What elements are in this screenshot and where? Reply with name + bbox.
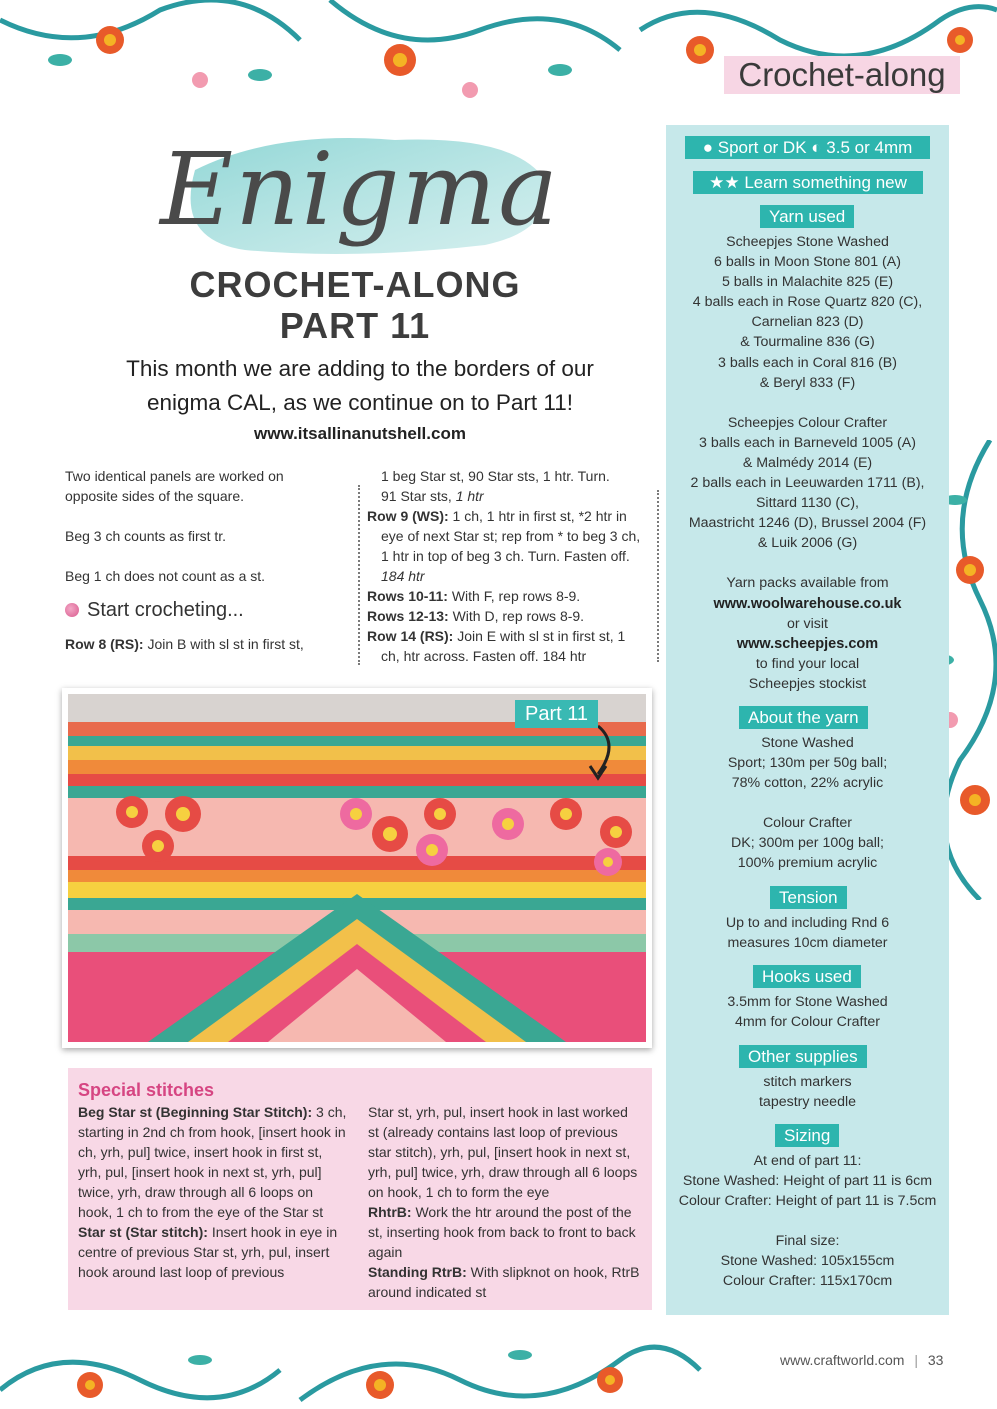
yarn-line: & Luik 2006 (G) [757, 535, 858, 552]
yarn-packs-text: to find your local [755, 655, 860, 672]
column-divider-1 [358, 485, 360, 665]
intro [95, 352, 625, 420]
sizing-line: Colour Crafter: Height of part 11 is 7.5cm [678, 1193, 937, 1210]
rows-10-11-text: With F, rep rows 8-9. [451, 588, 581, 604]
note-beg-1ch: Beg 1 ch does not count as a st. [65, 568, 266, 584]
row-14-text: Join E with sl st in first st, 1 ch, htr across. Fasten off. 184 htr [381, 628, 626, 664]
star-st-label: Star st (Star stitch): [78, 1224, 208, 1240]
part-badge: Part 11 [515, 700, 598, 728]
supply-line: stitch markers [763, 1074, 852, 1090]
middle-column [367, 466, 647, 666]
standing-rtrb [368, 1262, 640, 1302]
floral-border-bottom [0, 1330, 997, 1409]
about-yarn-list [666, 733, 949, 874]
beg-star-st-label: Beg Star st (Beginning Star Stitch): [78, 1104, 313, 1120]
start-heading [65, 600, 340, 620]
row-8-label: Row 8 (RS): [65, 636, 144, 652]
woolwarehouse-link[interactable]: www.woolwarehouse.co.uk [713, 595, 902, 612]
tension-line: measures 10cm diameter [727, 935, 888, 952]
start-heading-text: Start crocheting... [87, 599, 244, 621]
rows-12-13-label: Rows 12-13: [367, 608, 449, 624]
rows-10-11-label: Rows 10-11: [367, 588, 448, 604]
rows-10-11 [367, 586, 647, 606]
hook-icon: ◐ [811, 138, 822, 157]
page-footer [780, 1352, 943, 1368]
title-line-2: PART 11 [279, 305, 431, 346]
yarn-packs-text: or visit [787, 615, 828, 632]
row-8 [65, 634, 340, 654]
row-9 [367, 506, 647, 586]
yarn-line: Scheepjes Stone Washed [726, 234, 889, 250]
sizing-line: Colour Crafter: 115x170cm [722, 1273, 893, 1290]
yarn-ball-icon [65, 603, 79, 617]
about-line: 78% cotton, 22% acrylic [731, 775, 884, 792]
intro-line-1: This month we are adding to the borders of our [126, 356, 594, 381]
yarn-line: Sittard 1130 (C), [755, 495, 860, 512]
row-9-text: 1 ch, 1 htr in first st, *2 htr in eye of next Star st; rep from * to beg 3 ch, 1 htr in top of beg 3 ch. Turn. Fasten off. [381, 508, 641, 564]
special-col-right [368, 1102, 640, 1302]
footer-divider: | [914, 1352, 918, 1368]
other-supplies-heading: Other supplies [739, 1045, 867, 1068]
title-block [155, 110, 565, 270]
about-line: Stone Washed [761, 735, 854, 751]
rhtrb-text: Work the htr around the post of the st, inserting hook from back to front to back again [368, 1204, 636, 1260]
row-8-count-b: 1 htr [455, 488, 484, 504]
standing-rtrb-text: With slipknot on hook, RtrB around indicated st [368, 1264, 640, 1300]
row-14-label: Row 14 (RS): [367, 628, 454, 644]
about-yarn-heading: About the yarn [739, 706, 868, 729]
section-tag: Crochet-along [724, 56, 960, 94]
rows-12-13 [367, 606, 647, 626]
row-8-text: Join B with sl st in first st, [147, 636, 304, 652]
hook-size: 3.5 or 4mm [826, 138, 913, 157]
sizing-list [666, 1151, 949, 1292]
intro-paragraph: Two identical panels are worked on opposite sides of the square. [65, 468, 284, 504]
yarn-line: Carnelian 823 (D) [751, 314, 864, 331]
hooks-heading: Hooks used [753, 965, 861, 988]
row-9-label: Row 9 (WS): [367, 508, 449, 524]
note-beg-3ch: Beg 3 ch counts as first tr. [65, 528, 227, 544]
yarn-line: 2 balls each in Leeuwarden 1711 (B), [690, 475, 925, 492]
rows-12-13-text: With D, rep rows 8-9. [452, 608, 585, 624]
tension-line: Up to and including Rnd 6 [725, 915, 890, 931]
row-8-count [367, 486, 647, 506]
skill-level: Learn something new [744, 173, 907, 192]
yarn-line: Scheepjes Colour Crafter [727, 414, 888, 431]
sizing-line: At end of part 11: [753, 1153, 862, 1169]
script-title: Enigma [160, 131, 560, 248]
row-9-count: 184 htr [381, 568, 425, 584]
page-number: 33 [927, 1352, 944, 1368]
yarn-line: 3 balls each in Barneveld 1005 (A) [699, 434, 916, 451]
standing-rtrb-label: Standing RtrB: [368, 1264, 467, 1280]
yarn-weight: Sport or DK [717, 138, 807, 157]
row-8-cont: 1 beg Star st, 90 Star sts, 1 htr. Turn. [381, 468, 610, 484]
star-st [78, 1222, 348, 1282]
rhtrb-label: RhtrB: [368, 1204, 412, 1220]
left-column [65, 466, 340, 654]
row-8-count-a: 91 Star sts, [381, 488, 456, 504]
beg-star-st [78, 1102, 348, 1222]
crochet-illustration [68, 694, 646, 1042]
yarn-line: Maastricht 1246 (D), Brussel 2004 (F) [688, 515, 927, 532]
beg-star-st-text: 3 ch, starting in 2nd ch from hook, [insert hook in ch, yrh, pul] twice, insert hook in first st, yrh, pul, [insert hook in next st, yrh, pul] twice, yrh, draw through all 6 loops on hook, 1 ch to from the eye of the Star st [78, 1104, 347, 1220]
yarn-ball-icon: ● [702, 138, 713, 157]
yarn-line: & Tourmaline 836 (G) [740, 334, 875, 351]
column-divider-2 [657, 490, 659, 662]
yarn-line: 3 balls each in Coral 816 (B) [717, 354, 897, 371]
about-line: 100% premium acrylic [737, 855, 878, 872]
yarn-line: 6 balls in Moon Stone 801 (A) [714, 254, 901, 271]
special-stitches-heading: Special stitches [78, 1080, 215, 1100]
intro-line-2: enigma CAL, as we continue on to Part 11! [146, 390, 574, 415]
star-st-text: Insert hook in eye in centre of previous Star st, yrh, pul, insert hook around last loop of previous [78, 1224, 338, 1280]
sizing-line: Stone Washed: Height of part 11 is 6cm [682, 1173, 933, 1190]
sizing-line: Final size: [775, 1233, 840, 1250]
yarn-line: 4 balls each in Rose Quartz 820 (C), [692, 294, 923, 311]
sizing-line: Stone Washed: 105x155cm [720, 1253, 895, 1270]
skill-banner [693, 171, 923, 194]
special-stitches-box [68, 1068, 652, 1310]
star-st-cont: Star st, yrh, pul, insert hook in last worked st (already contains last loop of previous star stitch), yrh, pul, [insert hook in next st, yrh, pul] twice, yrh, draw through all 6 loops on hook, 1 ch to form the eye [368, 1104, 638, 1200]
yarn-weight-banner [685, 136, 930, 159]
designer-url[interactable]: www.itsallinanutshell.com [254, 424, 466, 443]
yarn-line: 5 balls in Malachite 825 (E) [721, 274, 894, 291]
about-line: Sport; 130m per 50g ball; [727, 755, 888, 772]
yarn-line: & Malmédy 2014 (E) [742, 454, 873, 471]
skill-stars: ★★ [709, 173, 740, 192]
other-supplies-list [666, 1072, 949, 1112]
scheepjes-link[interactable]: www.scheepjes.com [736, 635, 879, 652]
yarn-used-list [666, 232, 949, 694]
tension-heading: Tension [770, 886, 847, 909]
row-14 [367, 626, 647, 666]
special-col-left [78, 1102, 348, 1282]
yarn-packs-text: Yarn packs available from [726, 575, 889, 592]
about-line: Colour Crafter [762, 815, 853, 832]
supply-line: tapestry needle [758, 1094, 856, 1111]
rhtrb [368, 1202, 640, 1262]
hooks-line: 3.5mm for Stone Washed [727, 994, 888, 1010]
yarn-used-heading: Yarn used [760, 205, 854, 228]
tension-list [666, 913, 949, 953]
footer-site[interactable]: www.craftworld.com [780, 1352, 905, 1368]
hooks-list [666, 992, 949, 1032]
hooks-line: 4mm for Colour Crafter [734, 1014, 881, 1031]
sizing-heading: Sizing [775, 1124, 839, 1147]
info-sidebar [666, 125, 949, 1315]
yarn-packs-text: Scheepjes stockist [748, 675, 867, 692]
crochet-photo [62, 688, 652, 1048]
title-line-1: CROCHET-ALONG [189, 264, 521, 305]
about-line: DK; 300m per 100g ball; [730, 835, 884, 852]
yarn-line: & Beryl 833 (F) [759, 374, 856, 391]
